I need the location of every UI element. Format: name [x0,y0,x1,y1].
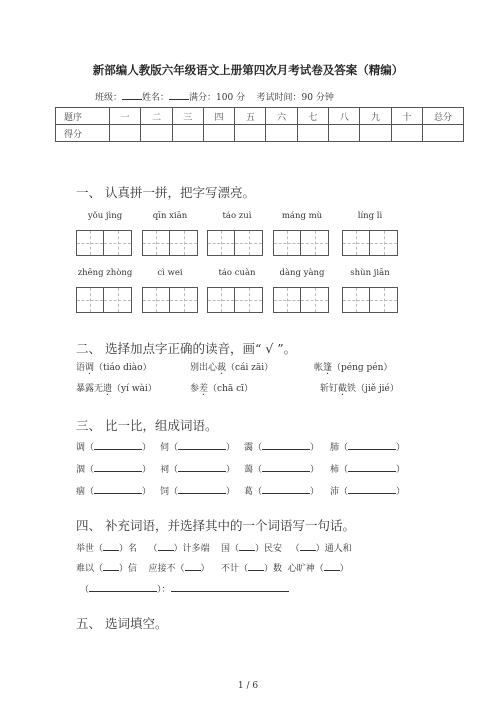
pinyin-label: cì wei [157,268,183,278]
writing-cell[interactable] [76,287,104,313]
word-prefix: 帐 [314,363,324,373]
word-item[interactable]: 肺（ ） [330,440,405,453]
writing-cell[interactable] [76,230,104,256]
score-cell: 八 [329,108,360,125]
writing-grid[interactable] [207,230,263,256]
writing-cell[interactable] [104,230,132,256]
writing-grid[interactable] [207,287,263,313]
score-cell: 九 [360,108,391,125]
word-prefix: 暴露无 [76,384,104,394]
score-input-cell[interactable] [329,125,360,142]
word-item[interactable]: 沛（ ） [330,484,405,497]
idiom-line-2[interactable] [76,561,349,574]
writing-grid[interactable] [76,287,132,313]
score-cell: 一 [110,108,141,125]
name-label: 姓名： [142,93,170,103]
writing-cell[interactable] [170,287,198,313]
section-5-heading: 五、 选词填空。 [76,616,168,631]
colon: ： [161,585,171,595]
score-cell: 总分 [423,108,464,125]
score-input-cell[interactable] [391,125,422,142]
word-item[interactable]: 蔼（ ） [244,462,319,475]
char: 伺 [160,443,170,453]
idiom-text: 难以（ [76,564,104,574]
class-blank[interactable] [122,90,142,100]
dotted-char: 调 [85,363,95,373]
page-title: 新部编人教版六年级语文上册第四次月考试卷及答案（精编） [92,63,404,77]
score-input-cell[interactable] [203,125,234,142]
word-item[interactable]: 痼（ ） [76,484,151,497]
idiom-text: （ [148,544,158,554]
score-table [55,107,464,142]
writing-cell[interactable] [273,230,301,256]
score-input-cell[interactable] [110,125,141,142]
writing-grid[interactable] [342,230,398,256]
score-cell: 五 [235,108,266,125]
word-item[interactable]: 涸（ ） [76,462,151,475]
pinyin-label: líng lì [357,211,383,221]
score-input-cell[interactable] [266,125,297,142]
idiom-text: 心旷神（ [287,564,324,574]
idiom-text: ）数 [263,564,282,574]
pinyin-options: （chā cī） [208,384,254,394]
score-cell: 三 [172,108,203,125]
char: 蔼 [244,465,254,475]
section-1-heading: 一、 认真拼一拼，把字写漂亮。 [76,185,255,200]
pinyin-label: shùn jiān [350,268,390,278]
score-input-cell[interactable] [141,125,172,142]
score-input-cell[interactable] [235,125,266,142]
score-cell: 七 [297,108,328,125]
reading-option[interactable] [314,360,392,373]
pinyin-options: （péng pén） [332,363,393,373]
word-prefix: 斩钉 [320,384,339,394]
dotted-char: 裁 [217,363,227,373]
pinyin-options: 铁（jiě jié） [347,384,399,394]
char: 调 [76,443,86,453]
dotted-char: 截 [338,384,348,394]
word-prefix: 语 [76,363,86,373]
class-label: 班级： [95,93,123,103]
reading-option[interactable] [76,360,152,373]
score-input-cell[interactable] [172,125,203,142]
pinyin-options: （yí wài） [112,384,157,394]
score-cell: 六 [266,108,297,125]
writing-cell[interactable] [301,287,329,313]
dotted-char: 遗 [103,384,113,394]
char: 葛 [244,487,254,497]
pinyin-label: yǒu jìng [87,211,123,221]
writing-cell[interactable] [370,230,398,256]
pinyin-label: táo cuàn [218,268,256,278]
score-cell: 二 [141,108,172,125]
writing-cell[interactable] [170,230,198,256]
idiom-text: ）计多端 [173,544,210,554]
idiom-text: 举世（ [76,544,104,554]
reading-option[interactable] [190,381,253,394]
pinyin-label: táo zuì [222,211,252,221]
writing-grid[interactable] [342,287,398,313]
idiom-text: ）信 [119,564,138,574]
pinyin-label: dàng yàng [279,268,325,278]
pinyin-label: zhēng zhòng [77,268,133,278]
score-input-cell[interactable] [360,125,391,142]
writing-cell[interactable] [273,287,301,313]
char: 痼 [76,487,86,497]
score-input-cell[interactable] [423,125,464,142]
writing-cell[interactable] [104,287,132,313]
char: 沛 [330,487,340,497]
score-cell: 题序 [56,108,110,125]
char: 饲 [160,487,170,497]
score-input-cell[interactable] [297,125,328,142]
char: 涸 [76,465,86,475]
writing-cell[interactable] [235,287,263,313]
idiom-line-1[interactable] [76,541,352,554]
score-cell: 十 [391,108,422,125]
writing-grid[interactable] [76,230,132,256]
full-score: 满分：100 分 [189,93,246,103]
idiom-text: （ [290,544,300,554]
writing-cell[interactable] [235,230,263,256]
name-blank[interactable] [169,90,189,100]
char: 肺 [330,443,340,453]
word-item[interactable]: 霭（ ） [244,440,319,453]
idiom-text: ） [200,564,210,574]
reading-option[interactable] [320,381,399,394]
writing-grid[interactable] [273,287,329,313]
writing-grid[interactable] [273,230,329,256]
char: 柿 [330,465,340,475]
page-number: 1 / 6 [237,681,259,691]
section-2-heading: 二、 选择加点字正确的读音，画“ √ ”。 [76,341,297,356]
reading-option[interactable] [76,381,157,394]
word-item[interactable]: 调（ ） [76,440,151,453]
pinyin-label: máng mù [281,211,323,221]
writing-grid[interactable] [142,287,198,313]
sentence-line[interactable]: （ ）： [80,582,289,595]
pinyin-options: （tiáo diào） [94,363,152,373]
section-4-heading: 四、 补充词语，并选择其中的一个词语写一句话。 [76,518,355,533]
idiom-text: 不计（ [220,564,248,574]
idiom-text: ）通人和 [315,544,352,554]
word-item[interactable]: 饲（ ） [160,484,235,497]
writing-cell[interactable] [142,230,170,256]
score-row-label: 得分 [56,125,110,142]
writing-cell[interactable] [370,287,398,313]
writing-cell[interactable] [207,230,235,256]
idiom-text: 国（ [220,544,239,554]
word-item[interactable]: 伺（ ） [160,440,235,453]
writing-cell[interactable] [301,230,329,256]
writing-grid[interactable] [142,230,198,256]
word-prefix: 别出心 [190,363,218,373]
word-item[interactable]: 祠（ ） [160,462,235,475]
idiom-text: ） [339,564,349,574]
writing-cell[interactable] [342,287,370,313]
reading-option[interactable] [190,360,273,373]
idiom-text: ）名 [119,544,138,554]
score-cell: 四 [203,108,234,125]
dotted-char: 篷 [323,363,333,373]
pinyin-options: （cái zāi） [226,363,274,373]
score-table-header-row [56,108,464,125]
char: 祠 [160,465,170,475]
dotted-char: 差 [199,384,209,394]
exam-time: 考试时间：90 分钟 [256,93,334,103]
pinyin-label: qīn xiān [152,211,188,221]
section-3-heading: 三、 比一比，组成词语。 [76,418,218,433]
writing-cell[interactable] [207,287,235,313]
exam-info [95,90,334,103]
idiom-text: ）民安 [254,544,282,554]
writing-cell[interactable] [142,287,170,313]
word-item[interactable]: 葛（ ） [244,484,319,497]
writing-cell[interactable] [342,230,370,256]
word-item[interactable]: 柿（ ） [330,462,405,475]
idiom-text: 应接不（ [148,564,185,574]
char: 霭 [244,443,254,453]
word-prefix: 参 [190,384,200,394]
score-table-score-row [56,125,464,142]
